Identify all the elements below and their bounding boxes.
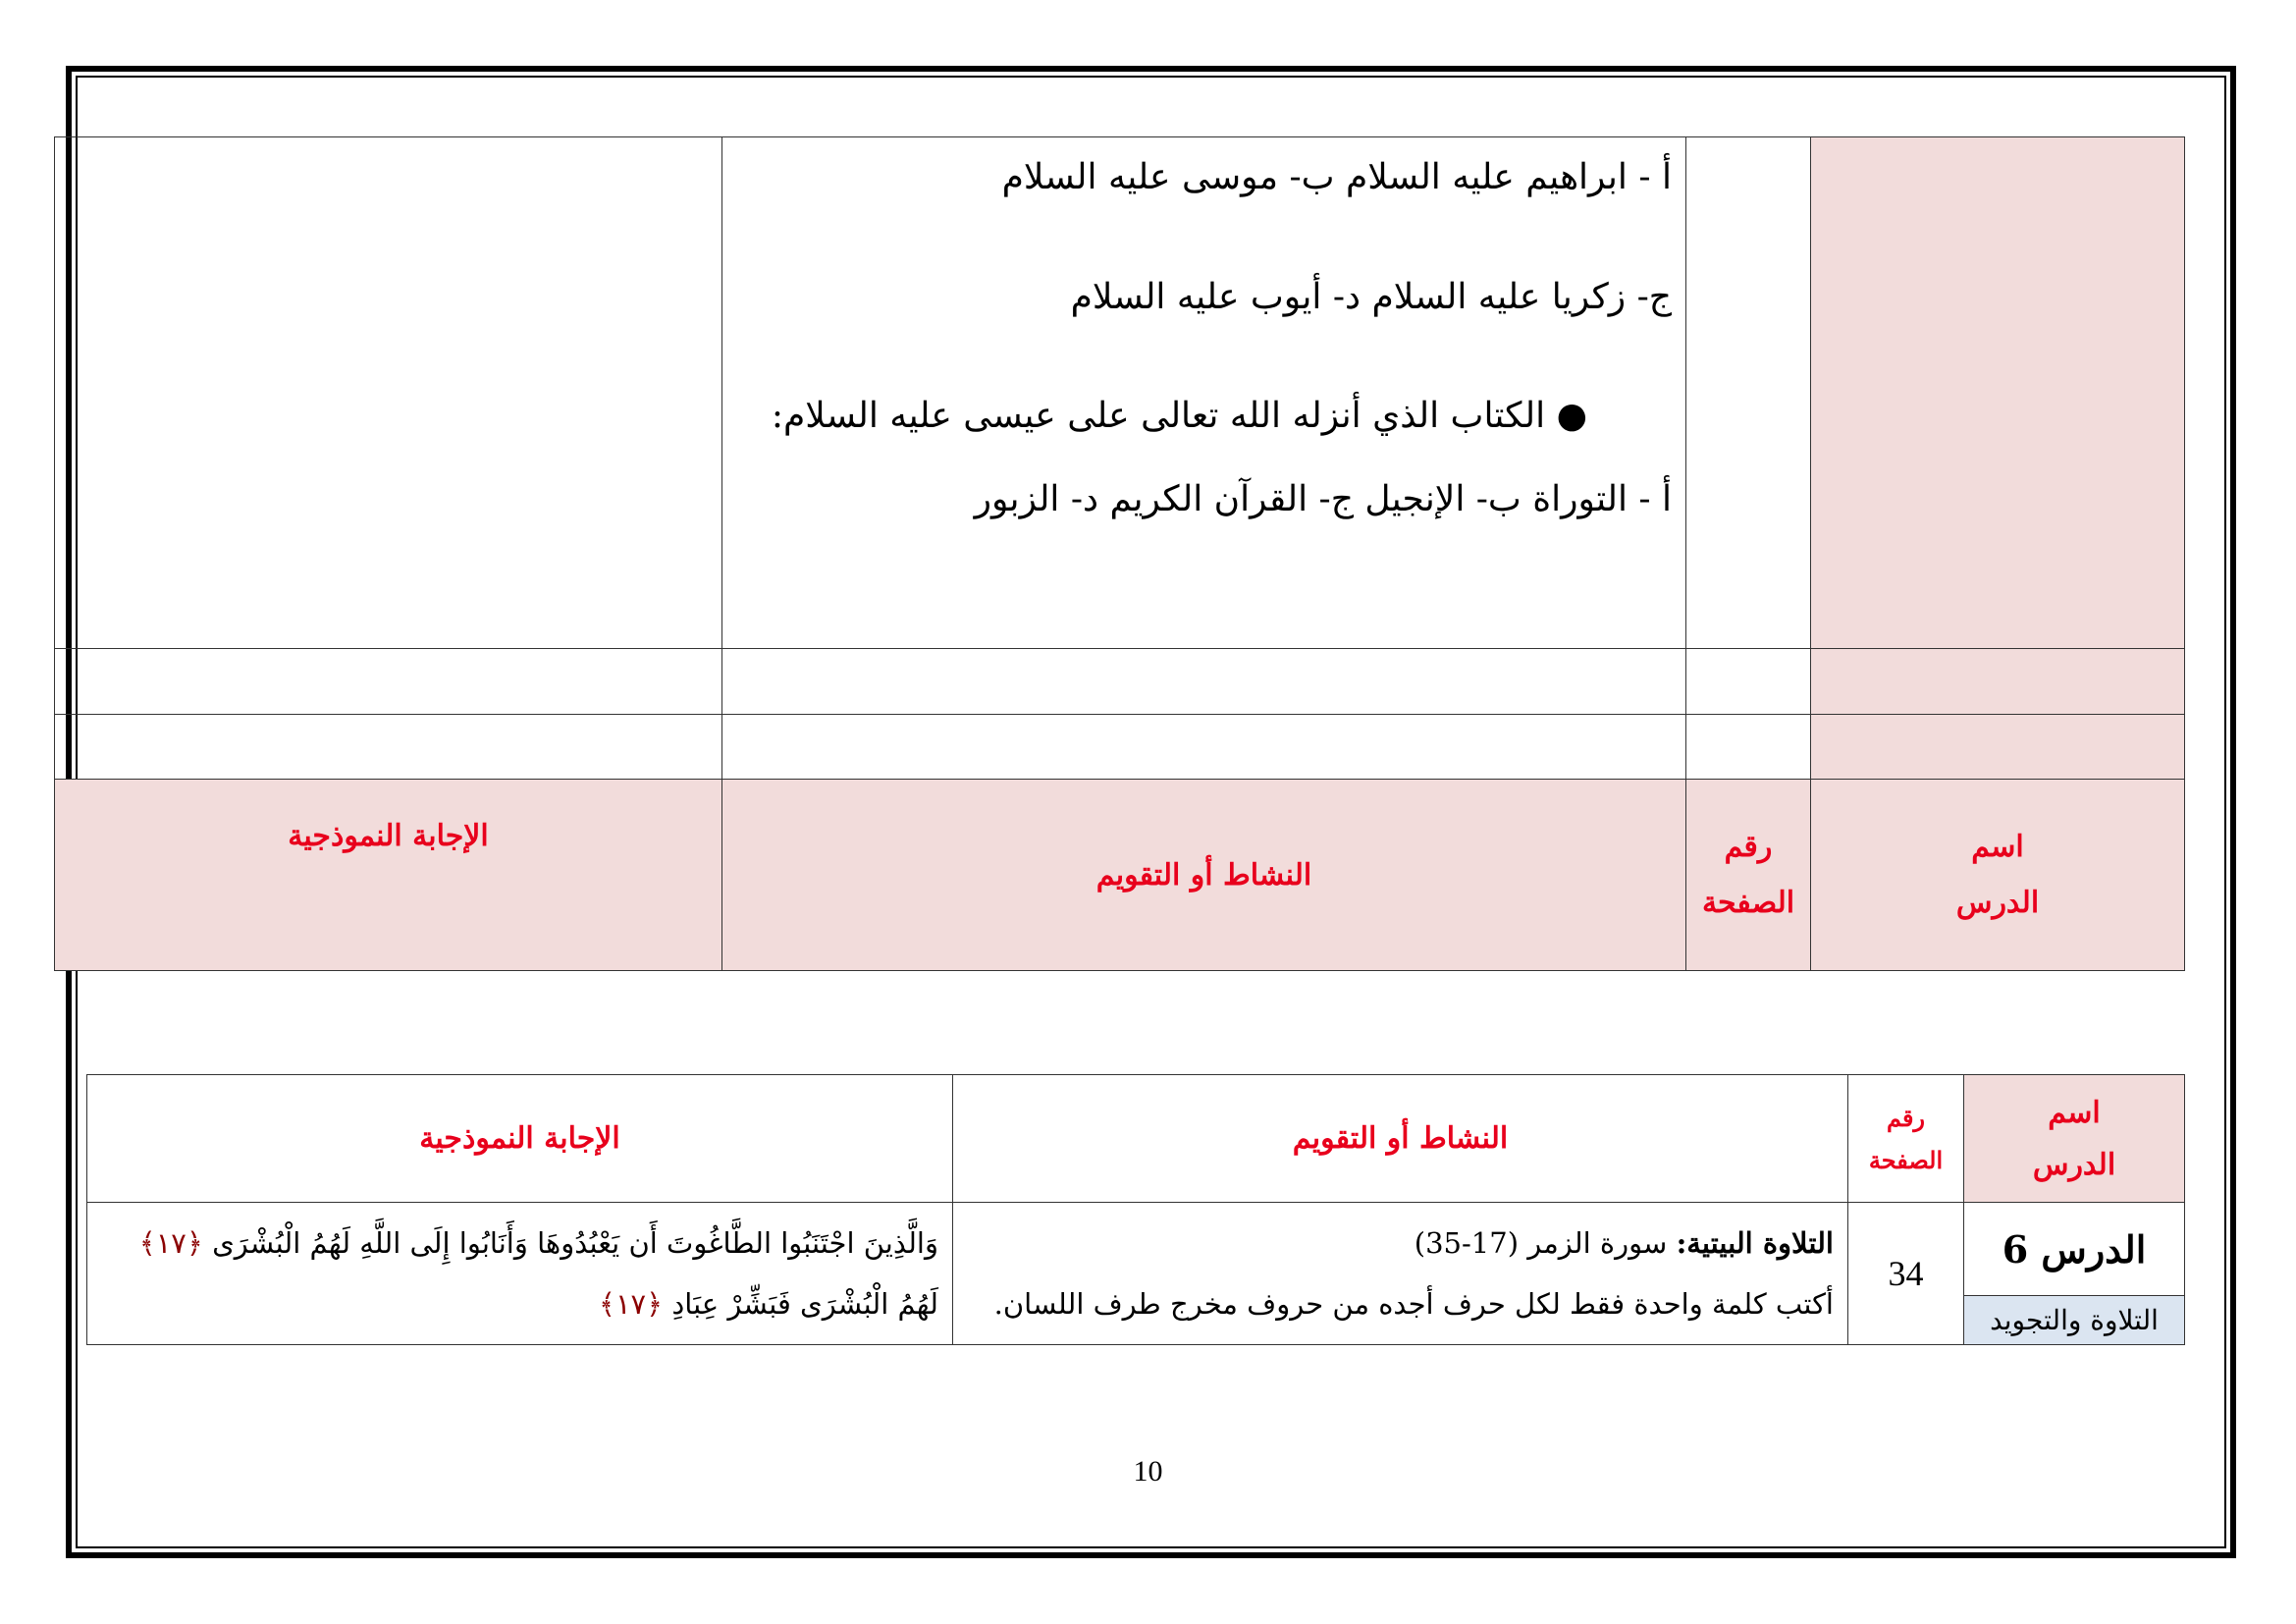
page-cell — [1686, 137, 1811, 649]
lesson-name: التلاوة والتجويد — [1964, 1295, 2184, 1344]
empty-row — [55, 715, 2185, 780]
question-row — [55, 137, 2185, 649]
bottom-table — [86, 1074, 2185, 1345]
option-line: أ - ابراهيم عليه السلام ب- موسى عليه السلام — [1001, 157, 1672, 197]
ayah-number: ﴿١٧﴾ — [138, 1226, 203, 1260]
quran-text: وَالَّذِينَ اجْتَنَبُوا الطَّاغُوتَ أَن يَعْبُدُوهَا وَأَنَابُوا إِلَى اللَّهِ لَهُمُ الْبُشْرَى — [212, 1226, 938, 1260]
activity-text — [953, 1203, 1848, 1345]
header-row — [87, 1075, 2185, 1203]
page-header-line2: الصفحة — [1701, 886, 1795, 920]
lesson-header-line1: اسم — [1971, 830, 2024, 864]
activity-header: النشاط أو التقويم — [1095, 857, 1312, 893]
activity-label: التلاوة البيتية: — [1676, 1226, 1834, 1260]
lesson-header-line2: الدرس — [1955, 886, 2040, 920]
page-number-cell: 34 — [1848, 1203, 1964, 1345]
option-line: أ - التوراة ب- الإنجيل ج- القرآن الكريم د- الزبور — [974, 479, 1672, 519]
activity-task: أكتب كلمة واحدة فقط لكل حرف أجده من حروف مخرج طرف اللسان. — [993, 1287, 1834, 1321]
model-answer — [87, 1203, 953, 1345]
activity-header: النشاط أو التقويم — [1292, 1121, 1509, 1156]
header-row — [55, 780, 2185, 971]
top-table — [54, 136, 2185, 971]
empty-row — [55, 649, 2185, 715]
answer-header: الإجابة النموذجية — [288, 819, 489, 853]
lesson-title: الدرس 6 — [2002, 1226, 2147, 1272]
page-header-line2: الصفحة — [1868, 1145, 1944, 1174]
ayah-number: ﴿١٧﴾ — [598, 1287, 664, 1321]
option-line: ج- زكريا عليه السلام د- أيوب عليه السلام — [1070, 277, 1672, 317]
lesson-header-line1: اسم — [2048, 1095, 2101, 1130]
question-line: ● الكتاب الذي أنزله الله تعالى على عيسى عليه السلام: — [771, 396, 1587, 436]
lesson-row — [87, 1203, 2185, 1345]
activity-cell — [722, 137, 1686, 649]
page-number: 10 — [1133, 1455, 1163, 1488]
page-header-line1: رقم — [1886, 1103, 1926, 1132]
page-header-line1: رقم — [1724, 830, 1773, 864]
answer-cell — [55, 137, 722, 649]
quran-text: لَهُمُ الْبُشْرَى فَبَشِّرْ عِبَادِ — [671, 1287, 938, 1321]
lesson-header-line2: الدرس — [2032, 1147, 2116, 1182]
lesson-cell — [1811, 137, 2185, 649]
activity-surah: سورة الزمر (17-35) — [1414, 1226, 1677, 1260]
answer-header: الإجابة النموذجية — [419, 1121, 620, 1156]
